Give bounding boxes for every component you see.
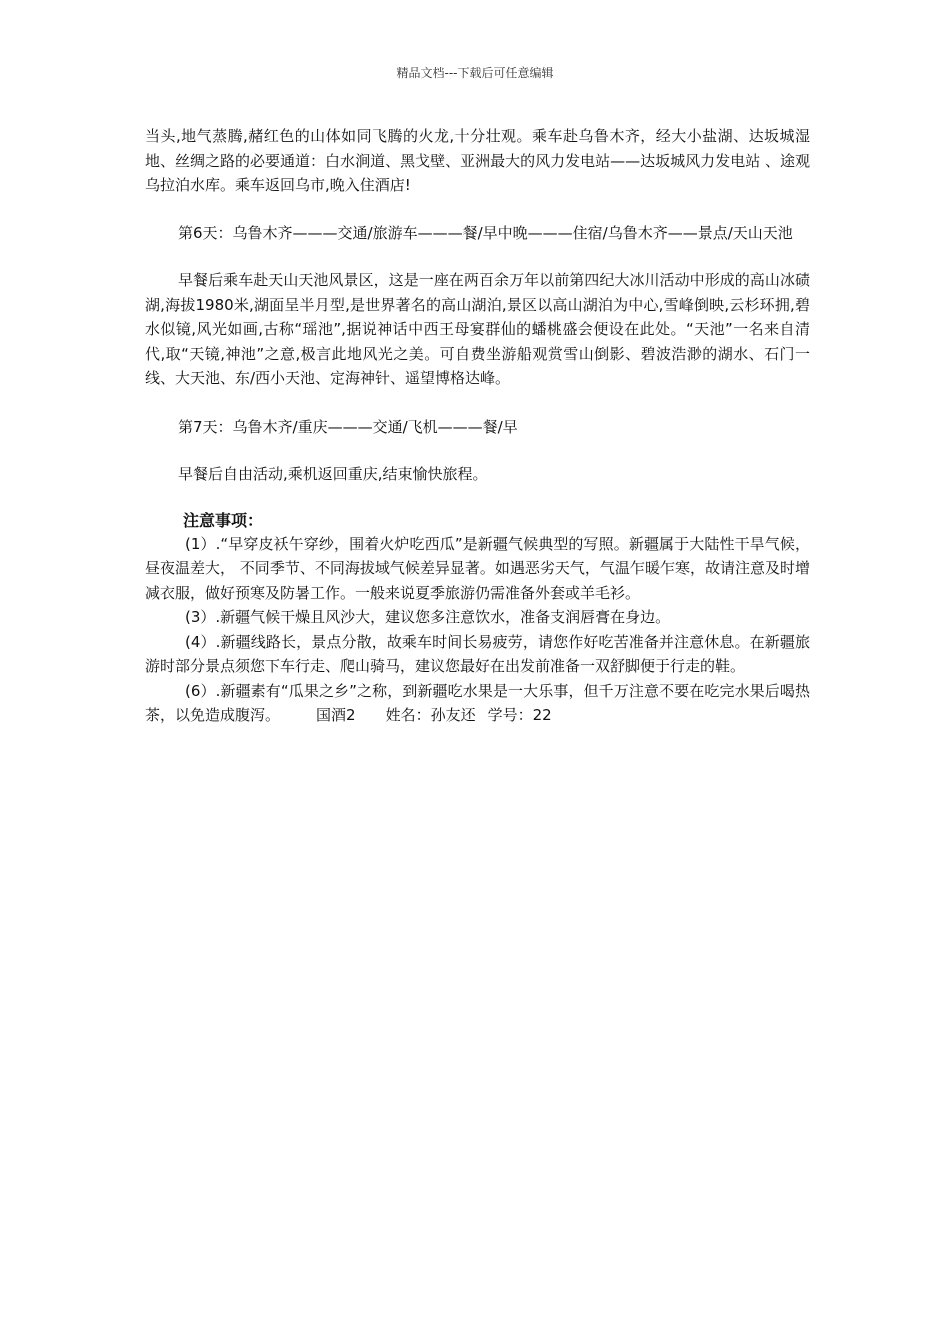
- note-item: (4）.新疆线路长，景点分散，故乘车时间长易疲劳，请您作好吃苦准备并注意休息。在新疆旅游时部分景点须您下车行走、爬山骑马，建议您最好在出发前准备一双舒脚便于行走的鞋。: [145, 632, 810, 675]
- note-item: (3）.新疆气候干燥且风沙大，建议您多注意饮水，准备支润唇膏在身边。: [185, 608, 671, 626]
- class-label: 国酒2: [316, 706, 356, 724]
- notes-heading: 注意事项：: [183, 510, 264, 530]
- day7-title: 第7天：乌鲁木齐/重庆———交通/飞机———餐/早: [178, 417, 518, 436]
- student-id: 学号：22: [487, 706, 552, 724]
- day6-title: 第6天：乌鲁木齐———交通/旅游车———餐/早中晚———住宿/乌鲁木齐——景点/天山天池: [178, 223, 793, 242]
- paragraph-day5-continued: 当头,地气蒸腾,赭红色的山体如同飞腾的火龙,十分壮观。乘车赴乌鲁木齐，经大小盐湖、达坂城湿地、丝绸之路的必要通道：白水涧道、黑戈壁、亚洲最大的风力发电站——达坂城风力发电站 、途观乌拉泊水库。乘车返回乌市,晚入住酒店!: [145, 127, 810, 194]
- day7-description: 早餐后自由活动,乘机返回重庆,结束愉快旅程。: [178, 465, 488, 483]
- note-text: (6）.新疆素有“瓜果之乡”之称，到新疆吃水果是一大乐事，但千万注意不要在吃完水果后喝热茶，以免造成腹泻。: [145, 681, 810, 724]
- student-name: 姓名：孙友还: [385, 706, 476, 724]
- day6-description: 早餐后乘车赴天山天池风景区，这是一座在两百余万年以前第四纪大冰川活动中形成的高山冰碛湖,海拔1980米,湖面呈半月型,是世界著名的高山湖泊,景区以高山湖泊为中心,雪峰倒映,云杉环拥,碧水似镜,风光如画,古称“瑶池”,据说神话中西王母宴群仙的蟠桃盛会便设在此处。“天池”一名来自清代,取“天镜,神池”之意,极言此地风光之美。可自费坐游船观赏雪山倒影、碧波浩渺的湖水、石门一线、大天池、东/西小天池、定海神针、遥望博格达峰。: [145, 271, 810, 387]
- document-body: [145, 124, 810, 728]
- note-item-with-signature: [145, 679, 810, 728]
- note-item: (1）.“早穿皮袄午穿纱，围着火炉吃西瓜”是新疆气候典型的写照。新疆属于大陆性干旱气候，昼夜温差大， 不同季节、不同海拔域气候差异显著。如遇恶劣天气，气温乍暖乍寒，故请注意及时增减衣服，做好预寒及防暑工作。一般来说夏季旅游仍需准备外套或羊毛衫。: [145, 534, 810, 602]
- page-header: 精品文档---下载后可任意编辑: [396, 66, 554, 80]
